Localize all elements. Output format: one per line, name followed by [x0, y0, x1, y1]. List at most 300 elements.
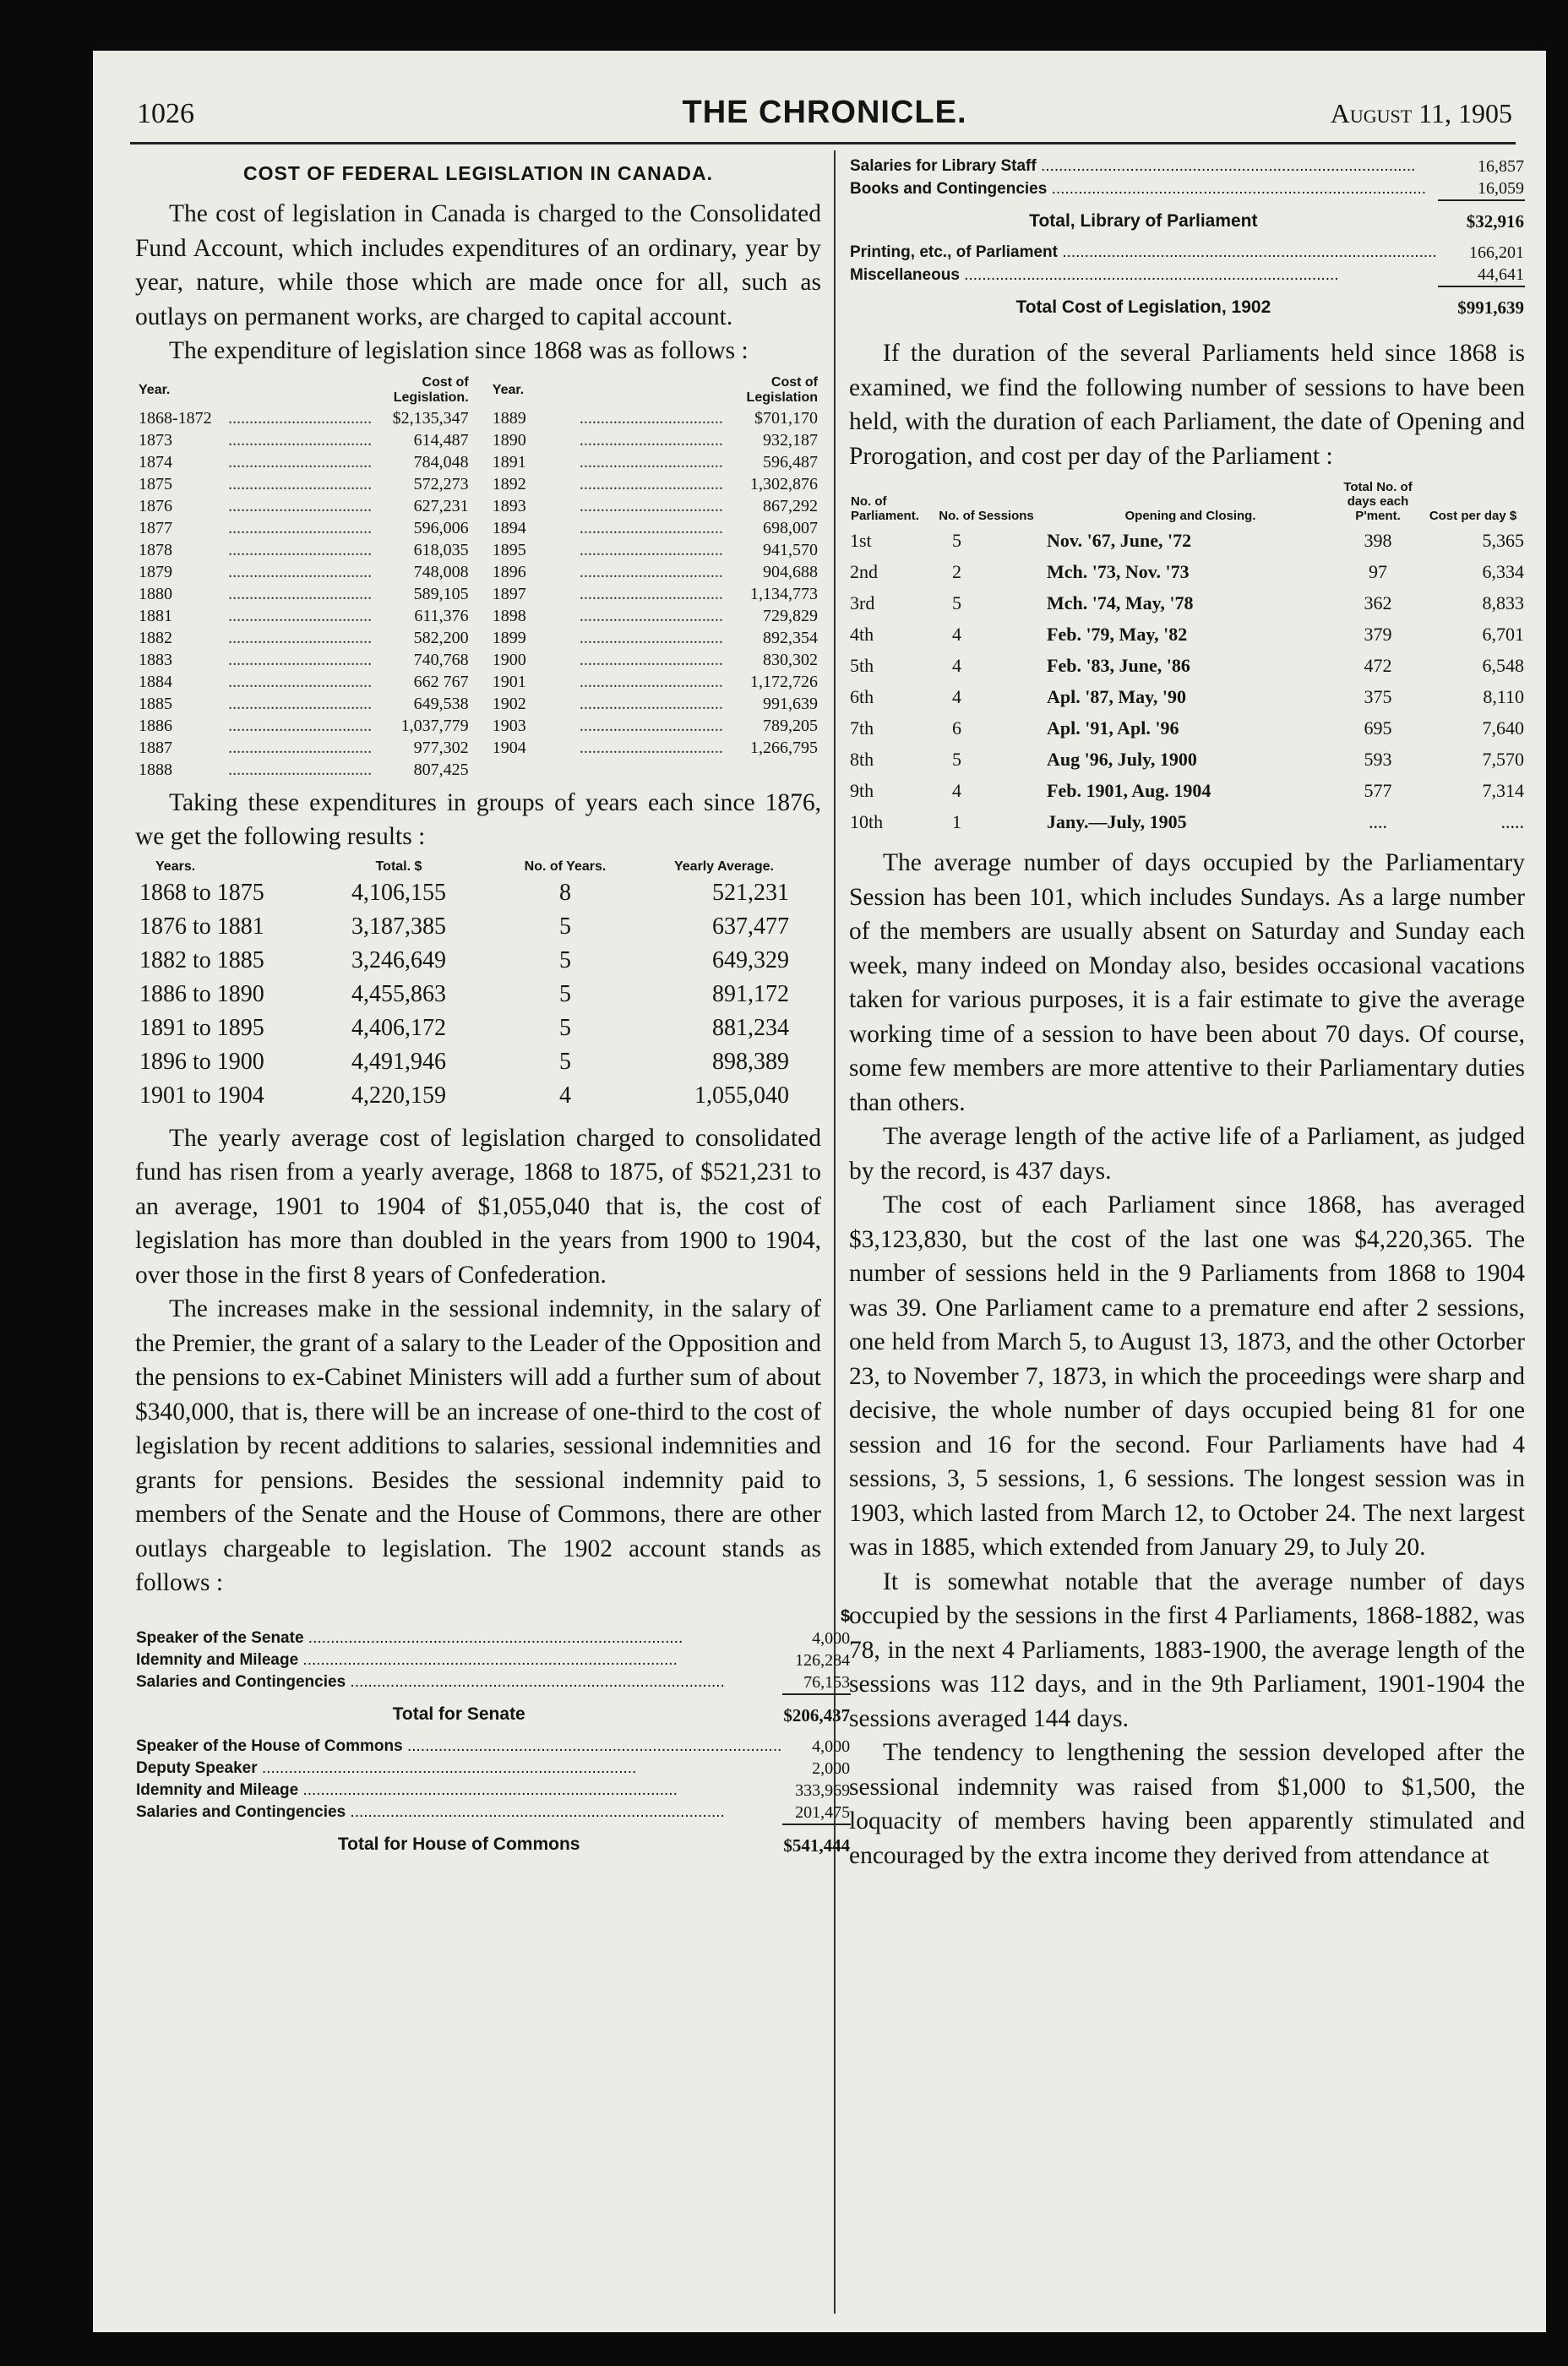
- leader-dots: ..................................: [579, 606, 723, 625]
- cost-cell: 932,187: [763, 430, 818, 450]
- total-cell: 4,406,172: [351, 1014, 446, 1041]
- period-cell: 1891 to 1895: [139, 1014, 264, 1041]
- spacer: [472, 671, 489, 693]
- leader-dots: ..................................: [228, 738, 373, 757]
- table-row: [135, 583, 821, 605]
- cost-cell: 941,570: [763, 540, 818, 559]
- leader-dots: ..................................: [228, 650, 373, 669]
- year-cell: 1885: [139, 694, 172, 713]
- grouped-results-table: [139, 858, 806, 1113]
- cost-cell: 1,266,795: [750, 738, 818, 757]
- account-amount: 16,059: [1478, 179, 1524, 198]
- cost-cell: 582,200: [413, 628, 469, 647]
- leader-dots: ..................................: [579, 452, 723, 472]
- leader-dots: ..................................: [228, 540, 373, 559]
- cost-cell: 1,172,726: [750, 672, 818, 691]
- parliament-cell: 9th: [850, 780, 874, 801]
- year-cell: 1868-1872: [139, 408, 212, 428]
- parliament-cell: 4th: [850, 624, 874, 645]
- cost-per-day-cell: 7,570: [1482, 749, 1524, 770]
- period-cell: 1901 to 1904: [139, 1082, 264, 1109]
- account-amount: 16,857: [1478, 157, 1524, 176]
- leader-dots: ....................................................................................: [1036, 157, 1416, 175]
- leader-dots: ..................................: [228, 716, 373, 735]
- left-column: [135, 150, 851, 1871]
- spacer: [472, 429, 489, 451]
- year-cell: 1895: [492, 540, 526, 559]
- account-label-text: Miscellaneous: [850, 265, 960, 284]
- article-heading: COST OF FEDERAL LEGISLATION IN CANADA.: [243, 162, 713, 184]
- opening-closing-cell: Jany.—July, 1905: [1047, 811, 1187, 832]
- account-label-text: Deputy Speaker: [136, 1758, 258, 1777]
- account-amount: 166,201: [1469, 243, 1524, 262]
- year-cell: 1901: [492, 672, 526, 691]
- cost-cell: 649,538: [413, 694, 469, 713]
- library-account: [849, 155, 1525, 328]
- table-row: [135, 429, 821, 451]
- spacer: [472, 539, 489, 561]
- year-cell: 1890: [492, 430, 526, 450]
- total-row: [849, 200, 1525, 242]
- paragraph: The increases make in the sessional indemnity, in the salary of the Premier, the grant of a salary to the Leader of the Opposition and the pensions to ex-Cabinet Ministers will add a further sum of about $340,000, that is, there will be an increase of one-third to the cost of legislation by recent additions to salaries, sessional indemnities and grants for pensions. Besides the sessional indemnity paid to members of the Senate and the House of Commons, there are other outlays chargeable to legislation. The 1902 account stands as follows :: [135, 1295, 821, 1596]
- opening-closing-cell: Mch. '74, May, '78: [1047, 592, 1194, 613]
- table-row: [135, 473, 821, 495]
- account-row: [135, 1802, 851, 1824]
- account-label-text: Books and Contingencies: [850, 179, 1048, 198]
- total-label: Total, Library of Parliament: [1029, 210, 1258, 231]
- spacer: [576, 759, 727, 781]
- years-cell: 5: [559, 946, 571, 973]
- parliament-cell: 7th: [850, 717, 874, 739]
- year-cell: 1882: [139, 628, 172, 647]
- leader-dots: ..................................: [579, 474, 723, 493]
- leader-dots: ....................................................................................: [1047, 179, 1427, 198]
- spacer: [472, 649, 489, 671]
- account-amount: 126,284: [795, 1650, 851, 1670]
- year-cell: 1877: [139, 518, 172, 537]
- average-cell: 881,234: [712, 1014, 789, 1041]
- paragraph: The average number of days occupied by the Parliamentary Session has been 101, which includes Sundays. As a large number of the members are usually absent on Saturday and Sunday each week, many indeed on Monday also, besides occasional vacations taken for various purposes, it is a fair estimate to give the average working time of a session to have been about 70 days. Of course, some few members are more attentive to their Parliamentary duties than others.: [849, 849, 1525, 1116]
- total-cell: 4,106,155: [351, 879, 446, 906]
- leader-dots: ..................................: [579, 694, 723, 713]
- column-header: Cost per day $: [1429, 509, 1517, 523]
- sessions-cell: 4: [952, 686, 961, 707]
- publication-title: THE CHRONICLE.: [682, 95, 967, 130]
- table-row: [135, 759, 821, 781]
- leader-dots: ..................................: [228, 518, 373, 537]
- year-cell: 1893: [492, 496, 526, 515]
- table-row: [135, 495, 821, 517]
- account-label: [135, 1780, 782, 1802]
- table-row: [135, 649, 821, 671]
- leader-dots: ..................................: [228, 408, 373, 428]
- account-label: [849, 155, 1438, 177]
- table-row: [849, 712, 1525, 744]
- year-cell: 1874: [139, 452, 172, 472]
- year-cell: 1892: [492, 474, 526, 493]
- table-row: [139, 944, 806, 978]
- column-header: No. of Parliament.: [851, 494, 919, 523]
- year-cell: 1888: [139, 760, 172, 779]
- year-cell: 1879: [139, 562, 172, 581]
- leader-dots: ..................................: [228, 452, 373, 472]
- total-amount: $991,639: [1438, 286, 1525, 328]
- cost-cell: 729,829: [763, 606, 818, 625]
- total-cell: 4,455,863: [351, 980, 446, 1007]
- table-row: [135, 517, 821, 539]
- account-row: [135, 1736, 851, 1758]
- account-row: [135, 1780, 851, 1802]
- cost-cell: 596,487: [763, 452, 818, 472]
- years-cell: 5: [559, 1014, 571, 1041]
- account-label: [135, 1758, 782, 1780]
- total-label: Total for Senate: [392, 1704, 525, 1724]
- period-cell: 1886 to 1890: [139, 980, 264, 1007]
- spacer: [472, 737, 489, 759]
- table-row: [139, 1045, 806, 1079]
- year-cell: 1889: [492, 408, 526, 428]
- cost-cell: 748,008: [413, 562, 469, 581]
- cost-per-day-cell: 8,110: [1483, 686, 1524, 707]
- average-cell: 521,231: [712, 879, 789, 906]
- cost-per-day-cell: 8,833: [1482, 592, 1524, 613]
- average-cell: 637,477: [712, 913, 789, 940]
- account-amount: 333,969: [795, 1780, 851, 1800]
- parliament-cell: 8th: [850, 749, 874, 770]
- page-number: 1026: [137, 98, 194, 129]
- year-cell: [489, 759, 576, 781]
- days-cell: ....: [1369, 811, 1387, 832]
- dollar-header: $: [841, 1606, 851, 1626]
- account-label: [135, 1736, 782, 1758]
- years-cell: 5: [559, 913, 571, 940]
- sessions-cell: 6: [952, 717, 961, 739]
- leader-dots: ..................................: [228, 672, 373, 691]
- senate-commons-account: [135, 1606, 851, 1866]
- table-row: [139, 1011, 806, 1045]
- paragraph: The yearly average cost of legislation charged to consolidated fund has risen from a yearly average, 1868 to 1875, of $521,231 to an average, 1901 to 1904 of $1,055,040 that is, the cost of legislation has more than doubled in the years from 1900 to 1904, over those in the first 8 years of Confederation.: [135, 1124, 821, 1289]
- table-row: [135, 627, 821, 649]
- sessions-cell: 4: [952, 780, 961, 801]
- table-row: [849, 681, 1525, 712]
- table-row: [139, 1079, 806, 1113]
- average-cell: 649,329: [712, 946, 789, 973]
- leader-dots: ..................................: [228, 694, 373, 713]
- average-cell: 891,172: [712, 980, 789, 1007]
- leader-dots: ....................................................................................: [402, 1736, 782, 1755]
- leader-dots: ..................................: [579, 540, 723, 559]
- cost-cell: 867,292: [763, 496, 818, 515]
- cost-cell: $701,170: [754, 408, 818, 428]
- spacer: [472, 517, 489, 539]
- sessions-cell: 5: [952, 530, 961, 551]
- issue-date: August 11, 1905: [1330, 98, 1512, 128]
- leader-dots: ..................................: [579, 672, 723, 691]
- account-row: [849, 155, 1525, 177]
- account-label-text: Idemnity and Mileage: [136, 1780, 299, 1799]
- account-row: [135, 1758, 851, 1780]
- leader-dots: ....................................................................................: [298, 1650, 678, 1669]
- cost-per-day-cell: 5,365: [1482, 530, 1524, 551]
- spacer: [472, 451, 489, 473]
- account-row: [135, 1627, 851, 1649]
- spacer: [472, 715, 489, 737]
- account-label-text: Speaker of the House of Commons: [136, 1736, 403, 1755]
- table-row: [849, 525, 1525, 556]
- total-row: [135, 1824, 851, 1866]
- account-label: [849, 242, 1438, 264]
- total-label: Total for House of Commons: [337, 1834, 580, 1854]
- year-cell: 1896: [492, 562, 526, 581]
- spacer: [472, 561, 489, 583]
- opening-closing-cell: Apl. '87, May, '90: [1047, 686, 1187, 707]
- column-divider: [834, 150, 836, 2314]
- paragraph: The average length of the active life of a Parliament, as judged by the record, is 437 days.: [849, 1123, 1525, 1185]
- leader-dots: ..................................: [579, 562, 723, 581]
- table-row: [135, 407, 821, 429]
- table-row: [135, 561, 821, 583]
- cost-cell: 991,639: [763, 694, 818, 713]
- table-row: [135, 693, 821, 715]
- table-row: [139, 876, 806, 910]
- total-cell: 4,491,946: [351, 1048, 446, 1075]
- table-row: [849, 744, 1525, 775]
- paragraph: If the duration of the several Parliaments held since 1868 is examined, we find the following number of sessions to have been held, with the duration of each Parliament, the date of Opening and Prorogation, and cost per day of the Parliament :: [849, 340, 1525, 470]
- opening-closing-cell: Nov. '67, June, '72: [1047, 530, 1192, 551]
- total-amount: $541,444: [782, 1824, 851, 1866]
- parliament-cell: 2nd: [850, 561, 878, 582]
- days-cell: 695: [1364, 717, 1392, 739]
- cost-cell: 807,425: [413, 760, 469, 779]
- days-cell: 398: [1364, 530, 1392, 551]
- parliaments-table: [849, 478, 1525, 837]
- account-label-text: Speaker of the Senate: [136, 1628, 304, 1647]
- column-header: No. of Sessions: [939, 509, 1034, 523]
- year-cell: 1904: [492, 738, 526, 757]
- leader-dots: ..................................: [228, 760, 373, 779]
- days-cell: 593: [1364, 749, 1392, 770]
- table-row: [139, 978, 806, 1011]
- opening-closing-cell: Mch. '73, Nov. '73: [1047, 561, 1190, 582]
- days-cell: 97: [1369, 561, 1387, 582]
- year-cell: 1883: [139, 650, 172, 669]
- sessions-cell: 4: [952, 624, 961, 645]
- sessions-cell: 2: [952, 561, 961, 582]
- year-cell: 1897: [492, 584, 526, 603]
- column-header: Cost of Legislation: [746, 374, 818, 405]
- column-header: Year.: [492, 382, 525, 397]
- account-label-text: Printing, etc., of Parliament: [850, 243, 1058, 261]
- account-amount: 201,475: [795, 1802, 851, 1822]
- spacer: [472, 583, 489, 605]
- spacer: [472, 693, 489, 715]
- spacer: [472, 407, 489, 429]
- leader-dots: ..................................: [579, 518, 723, 537]
- column-header: Year.: [139, 382, 171, 397]
- cost-cell: 1,134,773: [750, 584, 818, 603]
- cost-cell: 627,231: [413, 496, 469, 515]
- leader-dots: ....................................................................................: [1058, 243, 1437, 261]
- account-row: [849, 177, 1525, 200]
- total-row: [135, 1694, 851, 1736]
- cost-cell: $2,135,347: [392, 408, 469, 428]
- account-label: [135, 1671, 782, 1694]
- year-cell: 1887: [139, 738, 172, 757]
- year-cell: 1903: [492, 716, 526, 735]
- year-cell: 1876: [139, 496, 172, 515]
- cost-per-day-cell: .....: [1500, 811, 1524, 832]
- table-row: [135, 737, 821, 759]
- account-label: [849, 177, 1438, 200]
- account-amount: 4,000: [812, 1628, 851, 1648]
- year-cell: 1873: [139, 430, 172, 450]
- leader-dots: ..................................: [579, 584, 723, 603]
- table-row: [849, 587, 1525, 619]
- year-cell: 1894: [492, 518, 526, 537]
- spacer: [472, 473, 489, 495]
- account-label: [135, 1802, 782, 1824]
- right-column: [849, 150, 1525, 1873]
- total-cell: 3,187,385: [351, 913, 446, 940]
- average-cell: 1,055,040: [694, 1082, 789, 1109]
- period-cell: 1896 to 1900: [139, 1048, 264, 1075]
- column-header: Cost of Legislation.: [393, 374, 469, 405]
- leader-dots: ..................................: [579, 430, 723, 450]
- year-cell: 1880: [139, 584, 172, 603]
- year-cell: 1898: [492, 606, 526, 625]
- account-label-text: Salaries and Contingencies: [136, 1803, 346, 1821]
- days-cell: 472: [1364, 655, 1392, 676]
- year-cell: 1878: [139, 540, 172, 559]
- leader-dots: ..................................: [228, 430, 373, 450]
- cost-cell: 740,768: [413, 650, 469, 669]
- year-cell: 1875: [139, 474, 172, 493]
- table-row: [135, 451, 821, 473]
- parliament-cell: 6th: [850, 686, 874, 707]
- cost-cell: 1,302,876: [750, 474, 818, 493]
- year-cell: 1886: [139, 716, 172, 735]
- paragraph: The cost of legislation in Canada is charged to the Consolidated Fund Account, which includes expenditures of an ordinary, year by year, nature, while those which are made once for all, such as outlays on permanent works, are charged to capital account.: [135, 200, 821, 330]
- cost-cell: 1,037,779: [400, 716, 469, 735]
- account-row: [849, 242, 1525, 264]
- cost-cell: 614,487: [413, 430, 469, 450]
- leader-dots: ....................................................................................: [257, 1758, 637, 1777]
- year-cell: 1902: [492, 694, 526, 713]
- cost-cell: 784,048: [413, 452, 469, 472]
- account-row: [135, 1671, 851, 1694]
- account-label: [135, 1627, 782, 1649]
- year-cell: 1899: [492, 628, 526, 647]
- table-row: [135, 671, 821, 693]
- cost-per-day-cell: 6,701: [1482, 624, 1524, 645]
- table-row: [849, 775, 1525, 806]
- account-row: [849, 264, 1525, 286]
- leader-dots: ..................................: [579, 738, 723, 757]
- cost-cell: 572,273: [413, 474, 469, 493]
- column-header: Total No. of days each P'ment.: [1343, 480, 1413, 523]
- period-cell: 1876 to 1881: [139, 913, 264, 940]
- newspaper-page: [93, 51, 1546, 2332]
- leader-dots: ..................................: [228, 606, 373, 625]
- total-row: [849, 286, 1525, 328]
- cost-cell: 789,205: [763, 716, 818, 735]
- account-row: [135, 1649, 851, 1671]
- cost-cell: 611,376: [414, 606, 469, 625]
- opening-closing-cell: Aug '96, July, 1900: [1047, 749, 1197, 770]
- leader-dots: ..................................: [228, 628, 373, 647]
- opening-closing-cell: Apl. '91, Apl. '96: [1047, 717, 1179, 739]
- parliament-cell: 5th: [850, 655, 874, 676]
- cost-cell: 589,105: [413, 584, 469, 603]
- column-header: Total. $: [375, 859, 422, 874]
- paragraph: The expenditure of legislation since 1868 was as follows :: [169, 337, 749, 364]
- leader-dots: ..................................: [579, 716, 723, 735]
- leader-dots: ..................................: [579, 650, 723, 669]
- leader-dots: ....................................................................................: [346, 1803, 725, 1821]
- account-label-text: Idemnity and Mileage: [136, 1650, 299, 1669]
- leader-dots: ..................................: [579, 408, 723, 428]
- account-amount: 44,641: [1478, 265, 1524, 284]
- year-cell: 1891: [492, 452, 526, 472]
- account-label: [849, 264, 1438, 286]
- cost-cell: 977,302: [413, 738, 469, 757]
- column-header: Opening and Closing.: [1124, 509, 1256, 523]
- cost-cell: 892,354: [763, 628, 818, 647]
- spacer: [472, 759, 489, 781]
- years-cell: 4: [559, 1082, 571, 1109]
- header-rule: [130, 142, 1516, 144]
- total-amount: $206,437: [782, 1694, 851, 1736]
- leader-dots: ..................................: [579, 628, 723, 647]
- account-label: [135, 1649, 782, 1671]
- cost-per-day-cell: 6,548: [1482, 655, 1524, 676]
- leader-dots: ..................................: [228, 584, 373, 603]
- days-cell: 362: [1364, 592, 1392, 613]
- years-cell: 5: [559, 980, 571, 1007]
- total-label: Total Cost of Legislation, 1902: [1015, 297, 1271, 317]
- parliament-cell: 10th: [850, 811, 884, 832]
- spacer: [472, 605, 489, 627]
- leader-dots: ....................................................................................: [303, 1628, 683, 1647]
- column-header: No. of Years.: [524, 859, 607, 874]
- year-cell: 1881: [139, 606, 172, 625]
- paragraph: The tendency to lengthening the session developed after the sessional indemnity was raised from $1,000 to $1,500, the loquacity of members having been apparently stimulated and encouraged by the extra income they derived from attendance at: [849, 1739, 1525, 1869]
- paragraph: Taking these expenditures in groups of years each since 1876, we get the following results :: [135, 788, 821, 850]
- year-cell: 1900: [492, 650, 526, 669]
- cost-cell: 618,035: [413, 540, 469, 559]
- table-row: [135, 605, 821, 627]
- table-row: [849, 619, 1525, 650]
- opening-closing-cell: Feb. '83, June, '86: [1047, 655, 1190, 676]
- opening-closing-cell: Feb. 1901, Aug. 1904: [1047, 780, 1211, 801]
- cost-cell: 698,007: [763, 518, 818, 537]
- spacer: [472, 627, 489, 649]
- account-label-text: Salaries for Library Staff: [850, 157, 1037, 175]
- account-amount: 2,000: [812, 1758, 851, 1778]
- expenditure-table: [135, 373, 821, 781]
- account-amount: 76,153: [803, 1672, 851, 1692]
- leader-dots: ....................................................................................: [298, 1780, 678, 1799]
- account-amount: 4,000: [812, 1736, 851, 1756]
- table-row: [135, 715, 821, 737]
- account-label-text: Salaries and Contingencies: [136, 1673, 346, 1691]
- years-cell: 8: [559, 879, 571, 906]
- leader-dots: ..................................: [228, 474, 373, 493]
- opening-closing-cell: Feb. '79, May, '82: [1047, 624, 1188, 645]
- parliament-cell: 1st: [850, 530, 872, 551]
- spacer: [472, 495, 489, 517]
- table-row: [849, 650, 1525, 681]
